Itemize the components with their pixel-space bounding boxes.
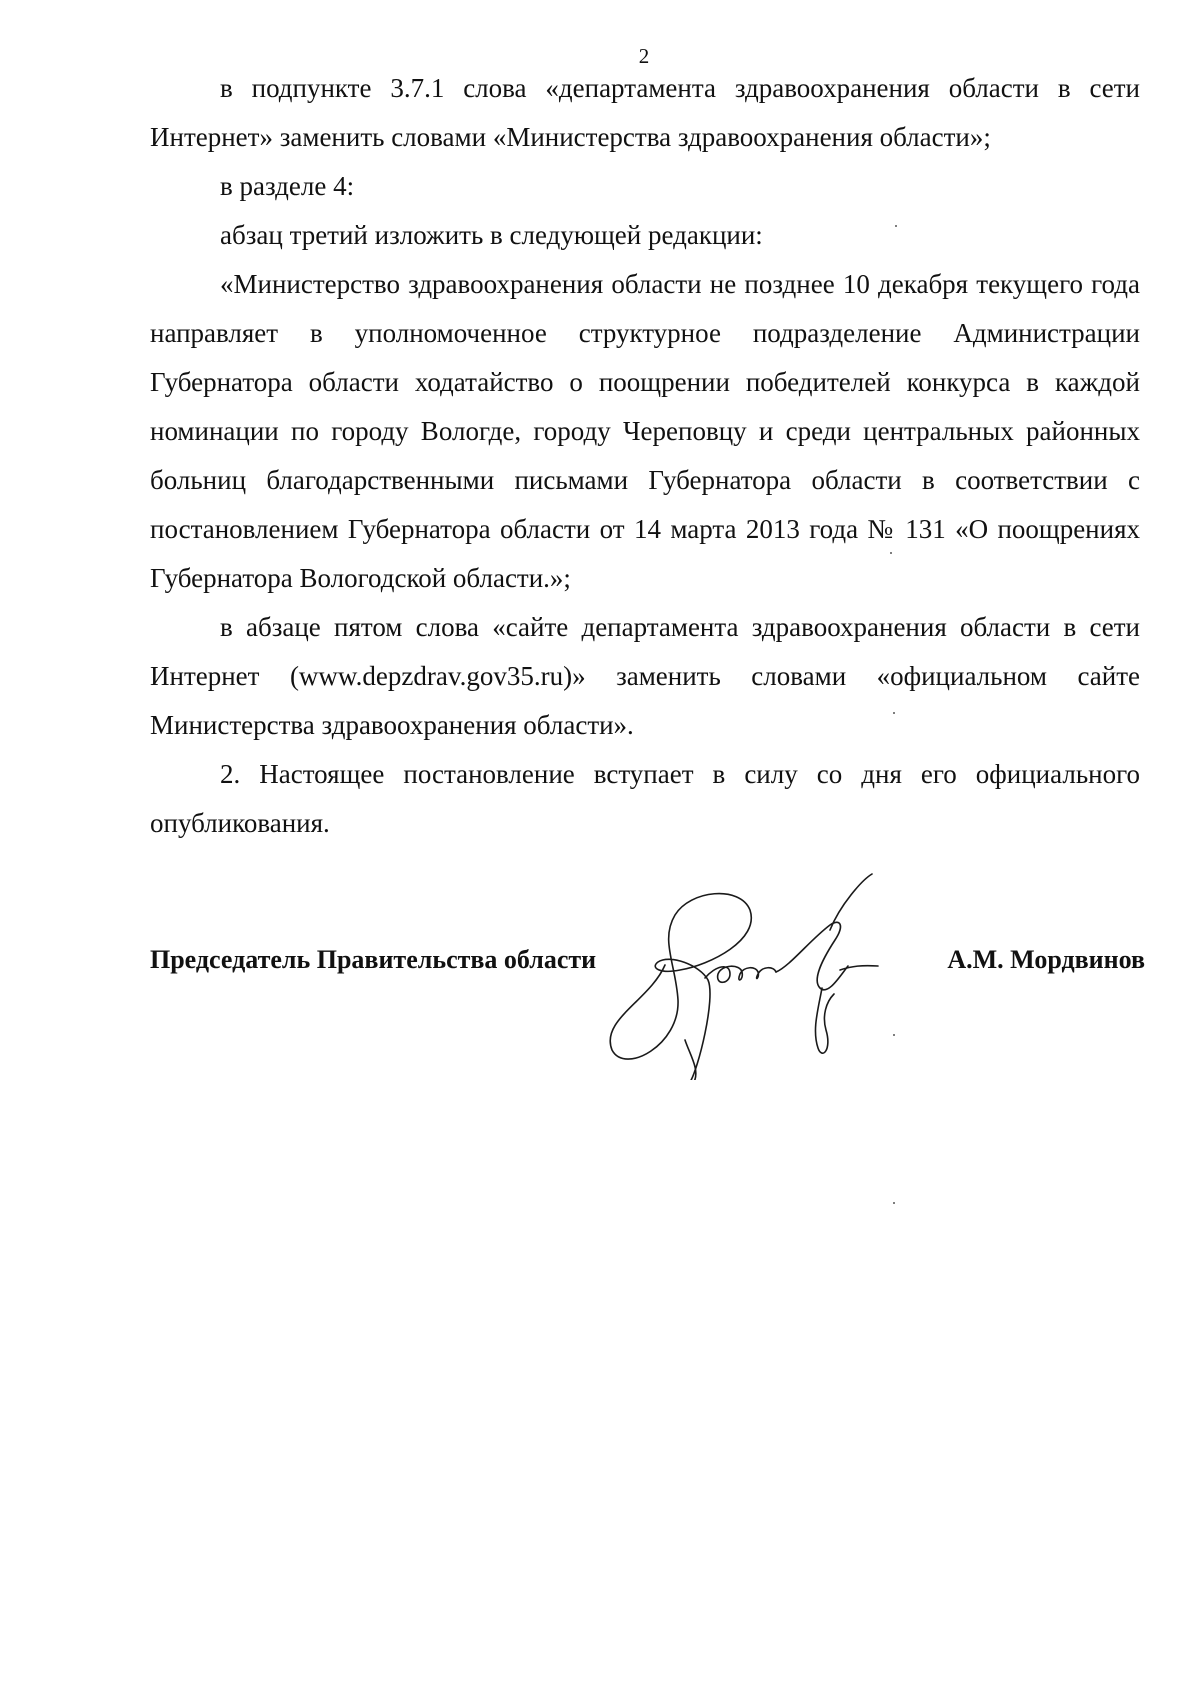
page-number: 2: [638, 44, 650, 68]
scan-speck: [893, 712, 895, 714]
scan-speck: [893, 1034, 895, 1036]
paragraph-section-4: в разделе 4:: [220, 171, 355, 201]
document-body: [150, 64, 1140, 848]
signatory-name: А.М. Мордвинов: [947, 945, 1145, 974]
paragraph-third-abzac: абзац третий изложить в следующей редакции:: [220, 220, 763, 250]
scan-speck: [893, 1202, 895, 1204]
scan-speck: [890, 552, 892, 554]
scan-speck: [895, 225, 897, 227]
paragraph-subclause-3-7-1: в подпункте 3.7.1 слова «департамента здравоохранения области в сети Интернет» заменить словами «Министерства здравоохранения области»;: [150, 73, 1140, 152]
paragraph-fifth-abzac: в абзаце пятом слова «сайте департамента здравоохранения области в сети Интернет (www.depzdrav.gov35.ru)» заменить словами «официальном сайте Министерства здравоохранения области».: [150, 612, 1140, 740]
paragraph-entry-into-force: 2. Настоящее постановление вступает в силу со дня его официального опубликования.: [150, 759, 1140, 838]
paragraph-ministry-quote: «Министерство здравоохранения области не позднее 10 декабря текущего года направляет в уполномоченное структурное подразделение Администрации Губернатора области ходатайство о поощрении победителей конкурса в каждой номинации по городу Вологде, городу Череповцу и среди центральных районных больниц благодарственными письмами Губернатора области в соответствии с постановлением Губернатора области от 14 марта 2013 года № 131 «О поощрениях Губернатора Вологодской области.»;: [150, 269, 1140, 593]
handwritten-signature: [590, 870, 950, 1080]
signatory-position: Председатель Правительства области: [150, 945, 597, 974]
